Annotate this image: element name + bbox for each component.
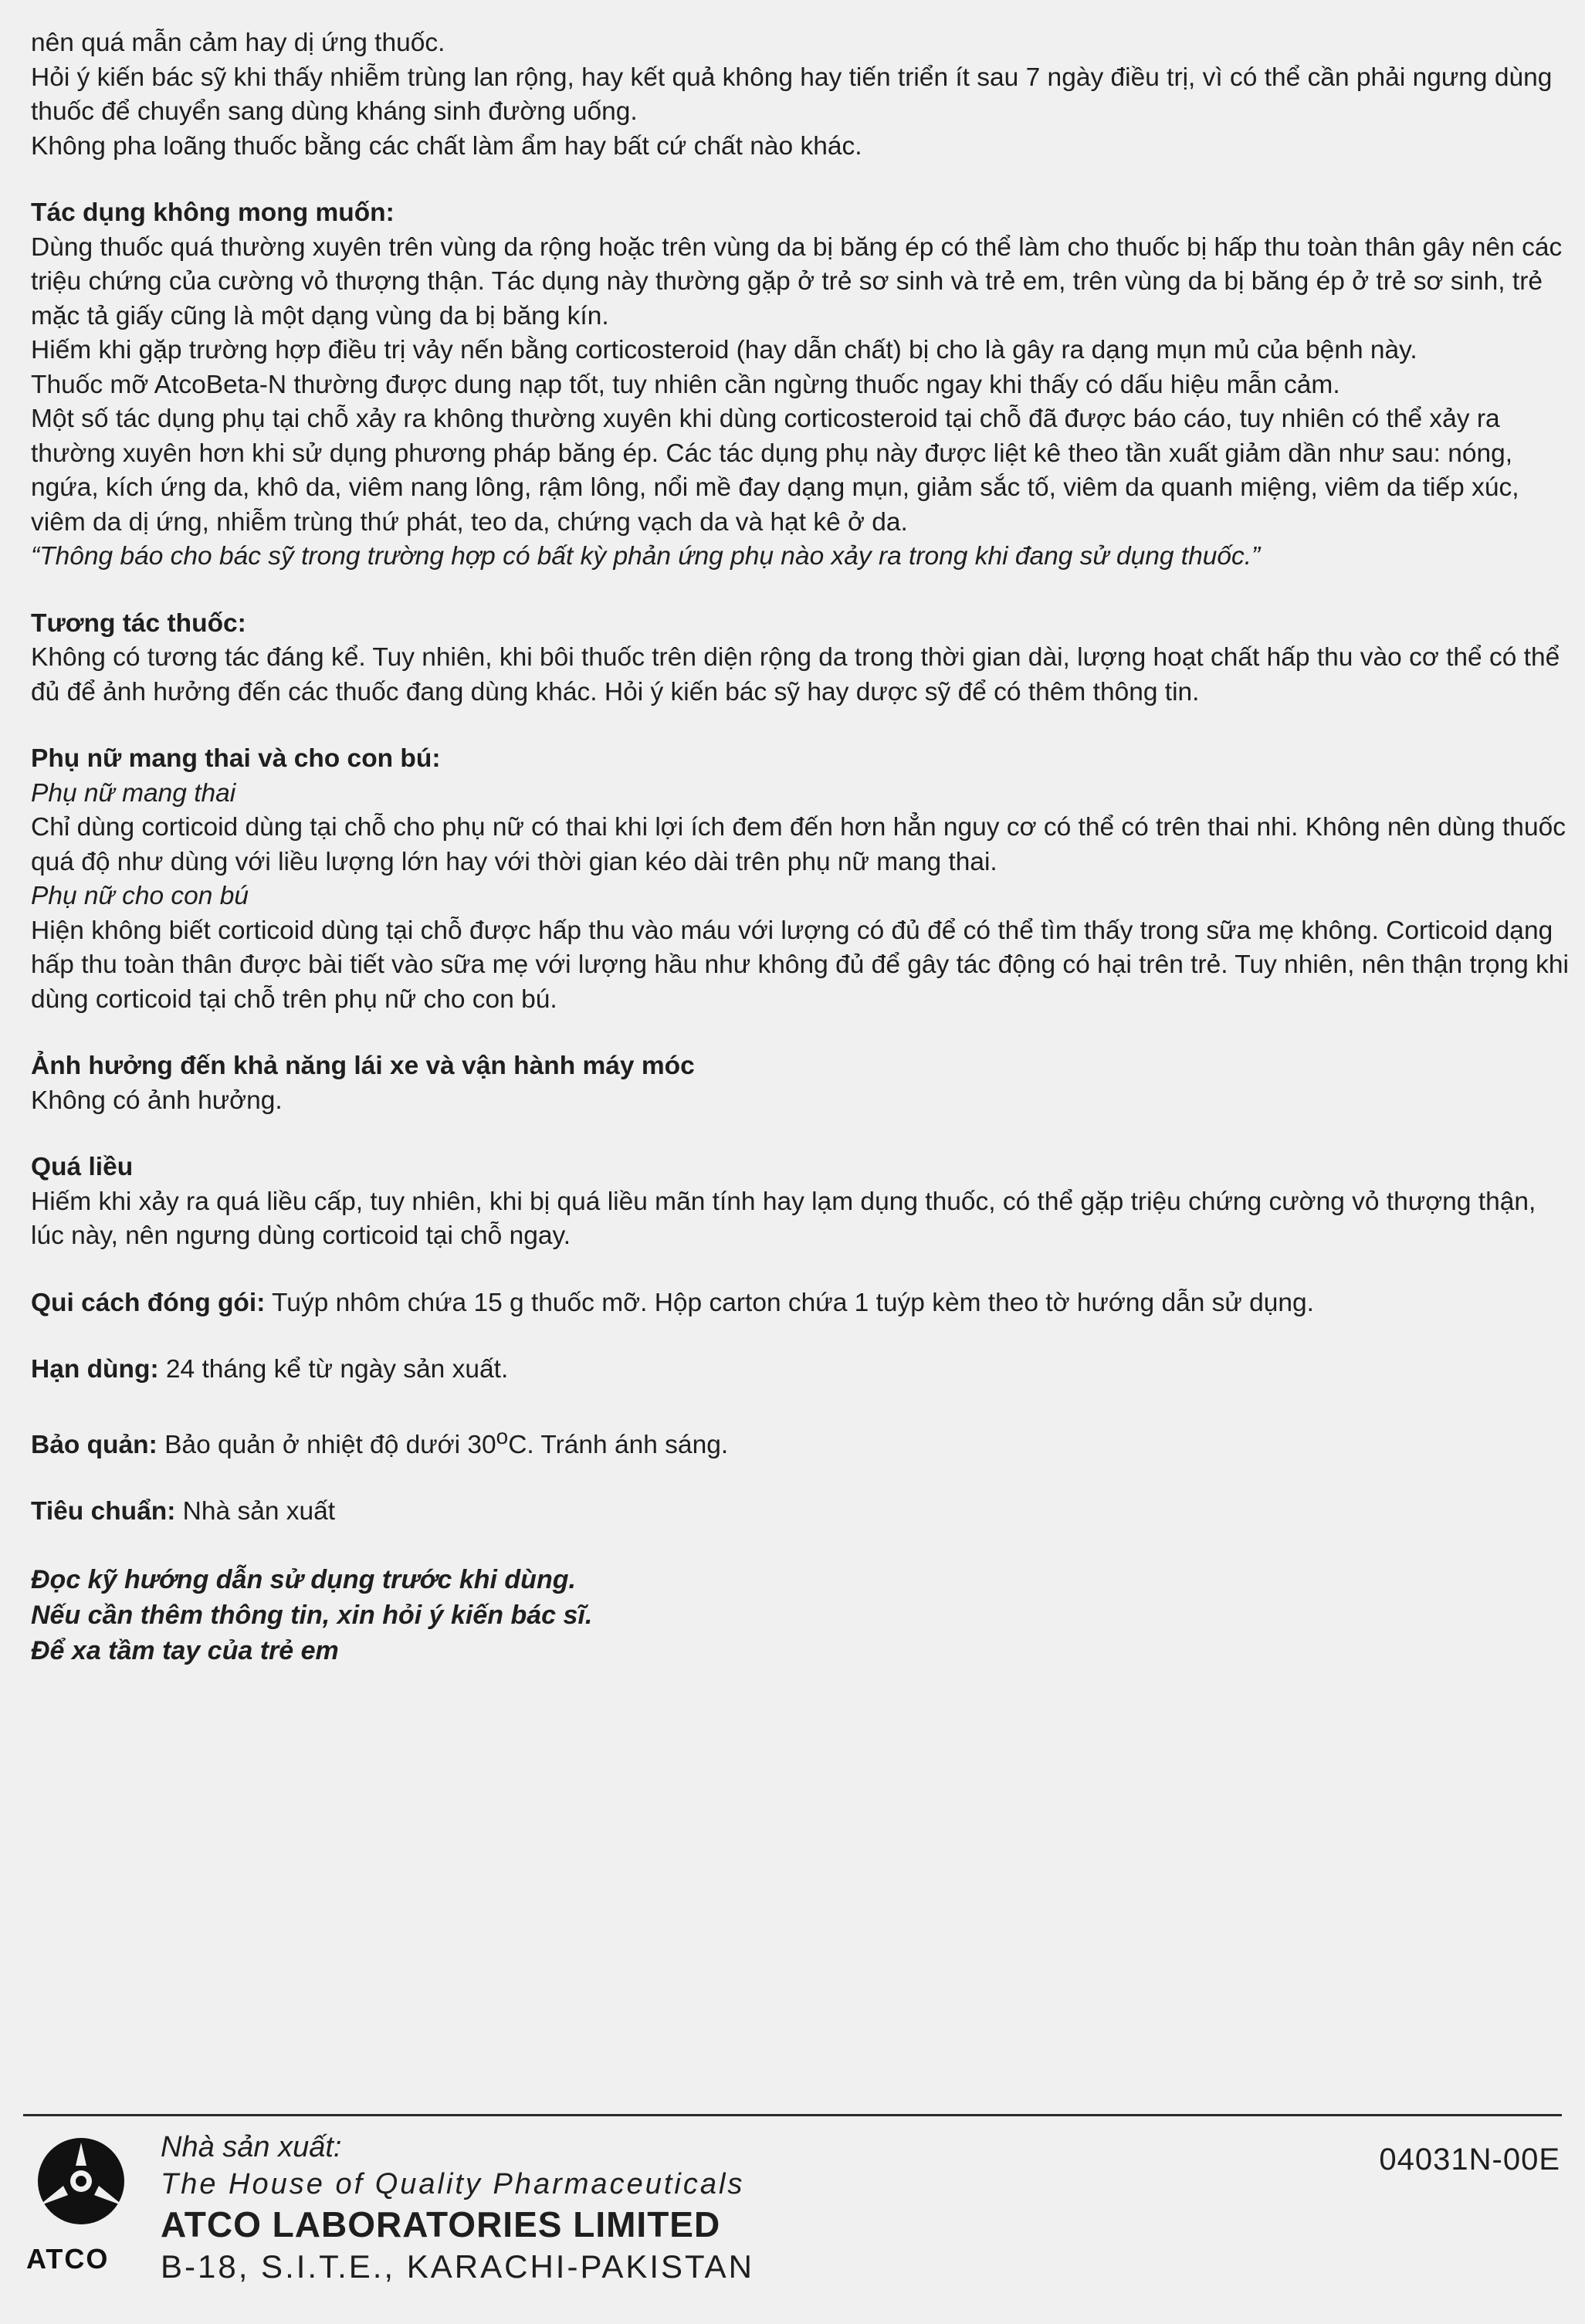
leaflet-body <box>31 26 1571 1668</box>
side-effects-notice: “Thông báo cho bác sỹ trong trường hợp có bất kỳ phản ứng phụ nào xảy ra trong khi đang sử dụng thuốc.” <box>31 542 1261 571</box>
manufacturer-label: Nhà sản xuất: <box>161 2131 342 2163</box>
overdose-heading: Quá liều <box>31 1153 134 1181</box>
intro-line-1: nên quá mẫn cảm hay dị ứng thuốc. <box>31 29 445 57</box>
manufacturer-block <box>161 2129 754 2288</box>
side-effects-heading: Tác dụng không mong muốn: <box>31 198 395 227</box>
closing-line-3: Để xa tầm tay của trẻ em <box>31 1635 339 1665</box>
packaging-row <box>31 1286 1571 1321</box>
intro-line-2: Hỏi ý kiến bác sỹ khi thấy nhiễm trùng lan rộng, hay kết quả không hay tiến triển ít sau 7 ngày điều trị, vì có thể cần phải ngưng dùng thuốc để chuyển sang dùng kháng sinh đường uống. <box>31 63 1553 126</box>
footer-divider <box>23 2114 1562 2116</box>
shelf-life-row <box>31 1353 1571 1387</box>
interactions-text: Không có tương tác đáng kể. Tuy nhiên, khi bôi thuốc trên diện rộng da trong thời gian dài, lượng hoạt chất hấp thu vào cơ thể có thể đủ để ảnh hưởng đến các thuốc đang dùng khác. Hỏi ý kiến bác sỹ hay dược sỹ để có thêm thông tin. <box>31 643 1560 706</box>
closing-line-1: Đọc kỹ hướng dẫn sử dụng trước khi dùng. <box>31 1564 576 1594</box>
packaging-label: Qui cách đóng gói: <box>31 1288 266 1317</box>
intro-line-3: Không pha loãng thuốc bằng các chất làm ẩm hay bất cứ chất nào khác. <box>31 131 862 161</box>
pregnancy-text: Chỉ dùng corticoid dùng tại chỗ cho phụ nữ có thai khi lợi ích đem đến hơn hẳn nguy cơ có thể có trên thai nhi. Không nên dùng thuốc quá độ như dùng với liều lượng lớn hay với thời gian kéo dài trên phụ nữ mang thai. <box>31 813 1566 876</box>
side-effects-paragraph-3: Thuốc mỡ AtcoBeta-N thường được dung nạp tốt, tuy nhiên cần ngừng thuốc ngay khi thấy có dấu hiệu mẫn cảm. <box>31 370 1340 399</box>
breastfeeding-subheading: Phụ nữ cho con bú <box>31 882 249 910</box>
storage-text-after: C. Tránh ánh sáng. <box>508 1430 729 1459</box>
side-effects-paragraph-4: Một số tác dụng phụ tại chỗ xảy ra không thường xuyên khi dùng corticosteroid tại chỗ đã được báo cáo, tuy nhiên có thể xảy ra thường xuyên hơn khi sử dụng phương pháp băng ép. Các tác dụng phụ này được liệt kê theo tần xuất giảm dần như sau: nóng, ngứa, kích ứng da, khô da, viêm nang lông, rậm lông, nổi mề đay dạng mụn, giảm sắc tố, viêm da quanh miệng, viêm da tiếp xúc, viêm da dị ứng, nhiễm trùng thứ phát, teo da, chứng vạch da và hạt kê ở da. <box>31 405 1519 537</box>
storage-label: Bảo quản: <box>31 1430 157 1459</box>
interactions-heading: Tương tác thuốc: <box>31 608 246 638</box>
logo-text: ATCO <box>26 2243 110 2275</box>
driving-text: Không có ảnh hưởng. <box>31 1086 283 1115</box>
standard-text: Nhà sản xuất <box>175 1497 336 1526</box>
standard-label: Tiêu chuẩn: <box>31 1497 176 1526</box>
atco-logo-icon <box>23 2135 139 2227</box>
degree-symbol: o <box>496 1424 509 1448</box>
packaging-text: Tuýp nhôm chứa 15 g thuốc mỡ. Hộp carton chứa 1 tuýp kèm theo tờ hướng dẫn sử dụng. <box>265 1288 1314 1317</box>
storage-text: Bảo quản ở nhiệt độ dưới 30 <box>157 1430 496 1459</box>
manufacturer-tagline: The House of Quality Pharmaceuticals <box>161 2168 745 2200</box>
standard-row <box>31 1495 1571 1530</box>
shelf-life-label: Hạn dùng: <box>31 1355 159 1384</box>
driving-heading: Ảnh hưởng đến khả năng lái xe và vận hành máy móc <box>31 1052 695 1080</box>
overdose-text: Hiếm khi xảy ra quá liều cấp, tuy nhiên, khi bị quá liều mãn tính hay lạm dụng thuốc, có thể gặp triệu chứng cường vỏ thượng thận, lúc này, nên ngưng dùng corticoid tại chỗ ngay. <box>31 1187 1536 1250</box>
shelf-life-text: 24 tháng kể từ ngày sản xuất. <box>158 1355 509 1384</box>
pregnancy-heading: Phụ nữ mang thai và cho con bú: <box>31 744 441 773</box>
side-effects-paragraph-1: Dùng thuốc quá thường xuyên trên vùng da rộng hoặc trên vùng da bị băng ép có thể làm cho thuốc bị hấp thu toàn thân gây nên các triệu chứng của cường vỏ thượng thận. Tác dụng này thường gặp ở trẻ sơ sinh và trẻ em, trên vùng da bị băng ép ở trẻ sơ sinh, trẻ mặc tả giấy cũng là một dạng vùng da bị băng kín. <box>31 232 1563 330</box>
manufacturer-address: B-18, S.I.T.E., KARACHI-PAKISTAN <box>161 2248 754 2285</box>
document-code: 04031N-00E <box>1379 2143 1560 2177</box>
storage-row <box>31 1420 1571 1463</box>
side-effects-paragraph-2: Hiếm khi gặp trường hợp điều trị vảy nến bằng corticosteroid (hay dẫn chất) bị cho là gây ra dạng mụn mủ của bệnh này. <box>31 336 1417 364</box>
closing-line-2: Nếu cần thêm thông tin, xin hỏi ý kiến bác sĩ. <box>31 1600 593 1630</box>
breastfeeding-text: Hiện không biết corticoid dùng tại chỗ được hấp thu vào máu với lượng có đủ để có thể tìm thấy trong sữa mẹ không. Corticoid dạng hấp thu toàn thân được bài tiết vào sữa mẹ với lượng hầu như không đủ để gây tác động có hại trên trẻ. Tuy nhiên, nên thận trọng khi dùng corticoid tại chỗ trên phụ nữ cho con bú. <box>31 916 1569 1014</box>
pregnancy-subheading: Phụ nữ mang thai <box>31 778 236 808</box>
manufacturer-name: ATCO LABORATORIES LIMITED <box>161 2204 721 2244</box>
